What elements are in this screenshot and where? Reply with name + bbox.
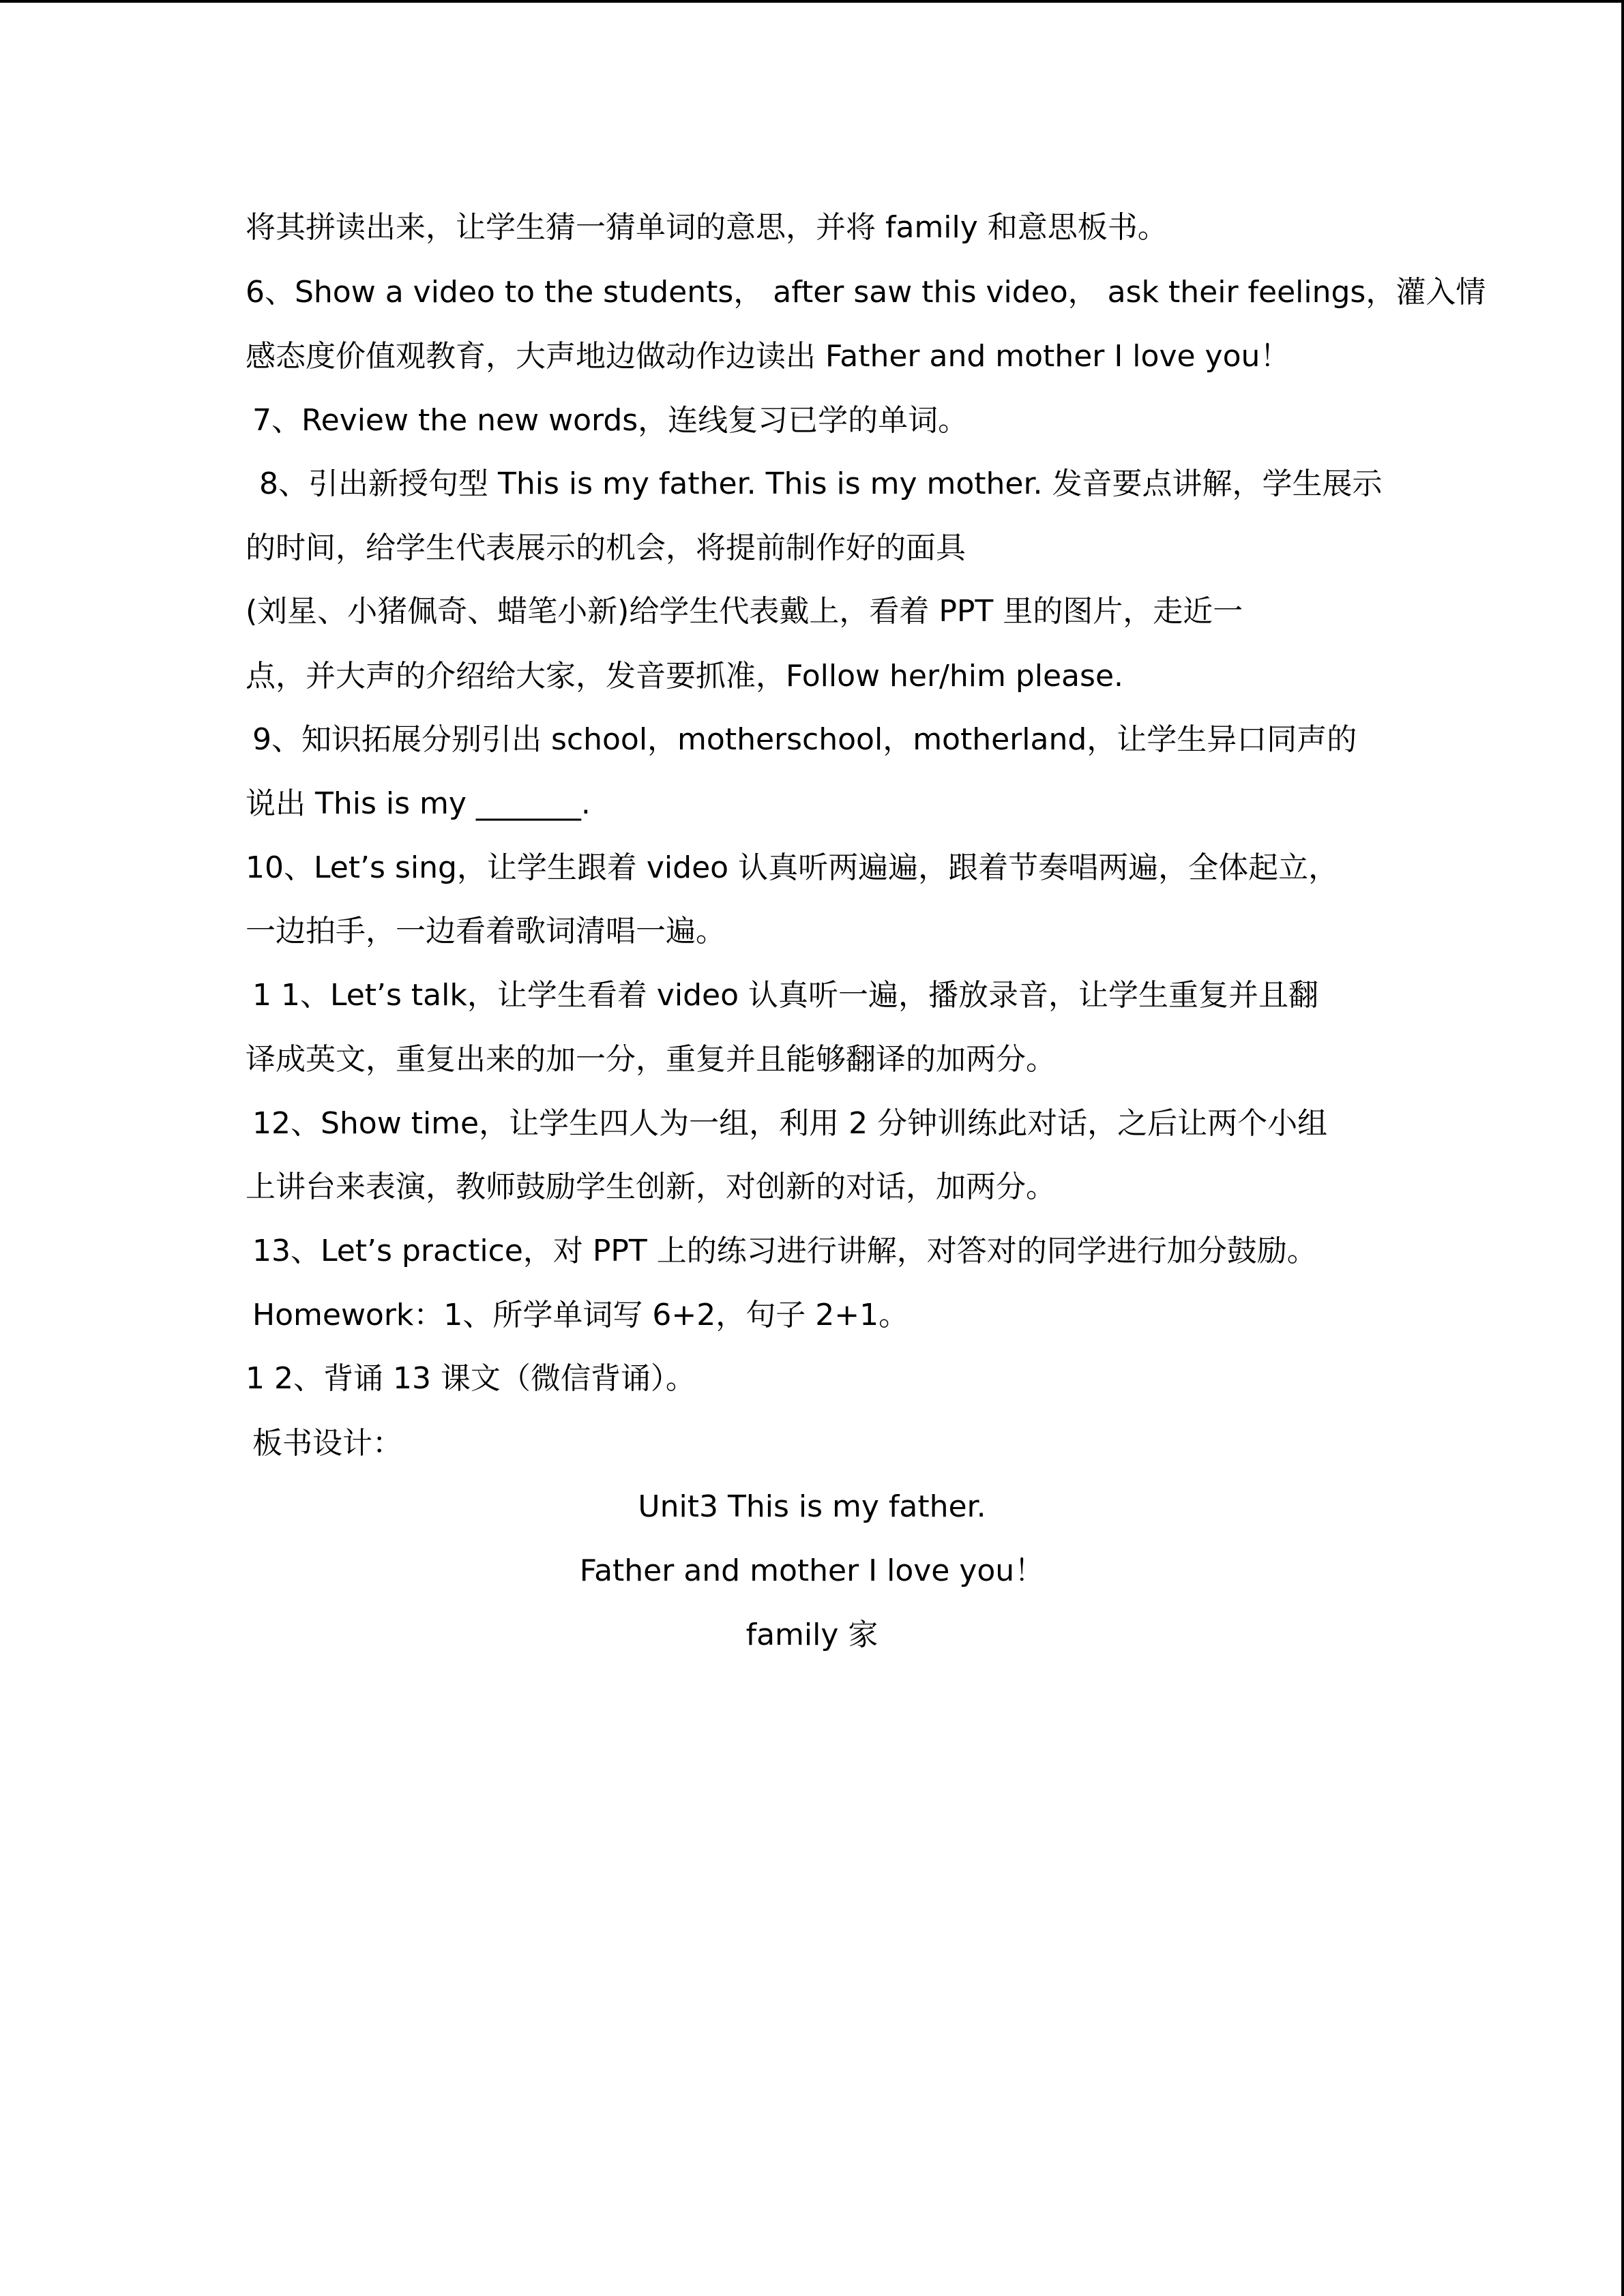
paragraph-line: 8、引出新授句型 This is my father. This is my mother. 发音要点讲解，学生展示 <box>259 466 1383 501</box>
board-line: family 家 <box>745 1617 879 1652</box>
paragraph-line: 9、知识拓展分别引出 school，motherschool，motherland，让学生异口同声的 <box>252 722 1357 757</box>
paragraph-line: 13、Let’s practice，对 PPT 上的练习进行讲解，对答对的同学进行加分鼓励。 <box>252 1234 1317 1268</box>
paragraph-line: 10、Let’s sing，让学生跟着 video 认真听两遍遍，跟着节奏唱两遍，全体起立， <box>246 850 1339 885</box>
paragraph-line: 12、Show time，让学生四人为一组，利用 2 分钟训练此对话，之后让两个小组 <box>252 1106 1328 1141</box>
paragraph-line: 上讲台来表演，教师鼓励学生创新，对创新的对话，加两分。 <box>246 1169 1056 1204</box>
paragraph-line: 的时间，给学生代表展示的机会，将提前制作好的面具 <box>246 531 966 565</box>
board-title: Unit3 This is my father. <box>638 1489 986 1524</box>
board-line: Father and mother I love you！ <box>579 1553 1045 1588</box>
paragraph-line: 点，并大声的介绍给大家，发音要抓准，Follow her/him please. <box>246 659 1123 694</box>
paragraph-line: 7、Review the new words，连线复习已学的单词。 <box>252 403 969 438</box>
paragraph-line: 说出 This is my _______. <box>246 786 591 821</box>
paragraph-line: (刘星、小猪佩奇、蜡笔小新)给学生代表戴上，看着 PPT 里的图片，走近一 <box>246 594 1243 629</box>
paragraph-line: 1 1、Let’s talk，让学生看着 video 认真听一遍，播放录音，让学生重复并且翻 <box>252 978 1319 1013</box>
paragraph-line: 译成英文，重复出来的加一分，重复并且能够翻译的加两分。 <box>246 1042 1056 1077</box>
paragraph-line: 1 2、背诵 13 课文（微信背诵）。 <box>246 1361 696 1396</box>
paragraph-line: 6、Show a video to the students， after saw this video， ask their feelings，灌入情 <box>246 275 1486 310</box>
paragraph-line: 板书设计： <box>252 1426 402 1461</box>
paragraph-line: 感态度价值观教育，大声地边做动作边读出 Father and mother I love you！ <box>246 339 1290 374</box>
paragraph-line: Homework：1、所学单词写 6+2，句子 2+1。 <box>252 1298 909 1332</box>
paragraph-line: 一边拍手，一边看着歌词清唱一遍。 <box>246 914 726 949</box>
paragraph-line: 将其拼读出来，让学生猜一猜单词的意思，并将 family 和意思板书。 <box>246 210 1168 245</box>
